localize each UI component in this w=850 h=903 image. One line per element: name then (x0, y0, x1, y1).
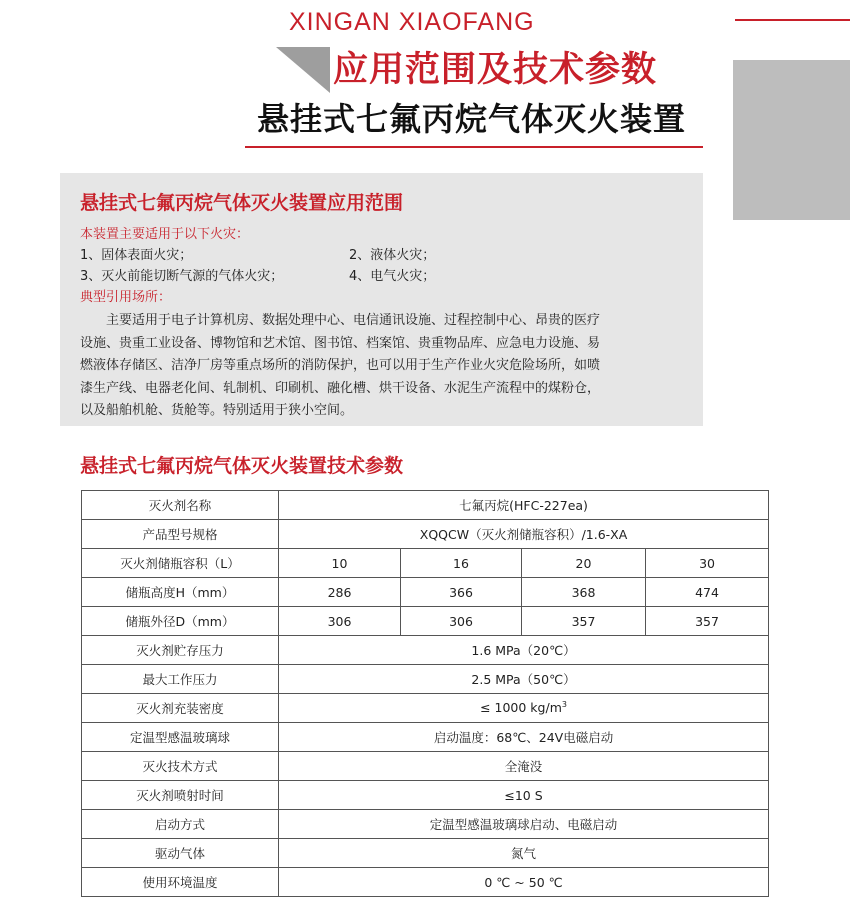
paragraph-line: 主要适用于电子计算机房、数据处理中心、电信通讯设施、过程控制中心、昂贵的医疗 (80, 313, 601, 328)
param-label: 最大工作压力 (82, 665, 279, 694)
param-label: 灭火剂储瓶容积（L） (82, 549, 279, 578)
top-red-line (735, 19, 850, 21)
param-value: 474 (646, 578, 769, 607)
scope-item: 2、液体火灾； (349, 248, 436, 263)
scope-item: 1、固体表面火灾； (80, 248, 193, 263)
param-label: 驱动气体 (82, 839, 279, 868)
param-value: 10 (279, 549, 401, 578)
param-value: 368 (522, 578, 646, 607)
tech-heading: 悬挂式七氟丙烷气体灭火装置技术参数 (80, 455, 404, 477)
param-label: 定温型感温玻璃球 (82, 723, 279, 752)
param-value: 2.5 MPa（50℃） (279, 665, 769, 694)
param-value: 七氟丙烷(HFC-227ea) (279, 491, 769, 520)
param-value: 306 (279, 607, 401, 636)
param-value: ≤ 1000 kg/m (480, 700, 562, 716)
table-row (82, 578, 769, 607)
table-row (82, 636, 769, 665)
table-row (82, 665, 769, 694)
param-value: 定温型感温玻璃球启动、电磁启动 (279, 810, 769, 839)
param-value: 286 (279, 578, 401, 607)
table-row (82, 810, 769, 839)
param-label: 储瓶高度H（mm） (82, 578, 279, 607)
table-row (82, 781, 769, 810)
unit-superscript: 3 (561, 700, 567, 710)
paragraph-line: 燃液体存储区、洁净厂房等重点场所的消防保护，也可以用于生产作业火灾危险场所，如喷 (80, 358, 601, 373)
table-row (82, 723, 769, 752)
param-label: 储瓶外径D（mm） (82, 607, 279, 636)
param-value: 357 (646, 607, 769, 636)
param-value: XQQCW（灭火剂储瓶容积）/1.6-XA (279, 520, 769, 549)
brand-text: XINGAN XIAOFANG (289, 8, 535, 36)
table-row (82, 520, 769, 549)
table-row (82, 549, 769, 578)
param-value: 16 (401, 549, 522, 578)
param-value: 366 (401, 578, 522, 607)
table-row (82, 694, 769, 723)
param-value: 30 (646, 549, 769, 578)
places-paragraph (80, 310, 690, 423)
param-label: 灭火剂名称 (82, 491, 279, 520)
param-value: 氮气 (279, 839, 769, 868)
table-row (82, 839, 769, 868)
table-row (82, 868, 769, 897)
paragraph-line: 设施、贵重工业设备、博物馆和艺术馆、图书馆、档案馆、贵重物品库、应急电力设施、易 (80, 335, 601, 351)
scope-item: 4、电气火灾； (349, 269, 436, 284)
places-label: 典型引用场所： (80, 290, 172, 305)
decorative-grey-block (733, 60, 850, 220)
table-row (82, 607, 769, 636)
scope-item: 3、灭火前能切断气源的气体火灾； (80, 269, 284, 284)
table-row (82, 752, 769, 781)
param-value: 全淹没 (279, 752, 769, 781)
param-value: 启动温度：68℃、24V电磁启动 (279, 723, 769, 752)
param-label: 灭火技术方式 (82, 752, 279, 781)
paragraph-line: 以及船舶机舱、货舱等。特别适用于狭小空间。 (80, 403, 354, 418)
param-value: 0 ℃ ~ 50 ℃ (279, 868, 769, 897)
param-label: 灭火剂充装密度 (82, 694, 279, 723)
page-subtitle: 悬挂式七氟丙烷气体灭火装置 (257, 100, 687, 138)
page-title: 应用范围及技术参数 (333, 50, 658, 90)
param-value-cell (279, 694, 769, 723)
paragraph-line: 漆生产线、电器老化间、轧制机、印刷机、融化槽、烘干设备、水泥生产流程中的煤粉仓， (80, 380, 601, 396)
param-value: 1.6 MPa（20℃） (279, 636, 769, 665)
scope-heading: 悬挂式七氟丙烷气体灭火装置应用范围 (80, 192, 404, 214)
param-label: 灭火剂喷射时间 (82, 781, 279, 810)
scope-intro: 本装置主要适用于以下火灾： (80, 227, 250, 242)
param-value: 20 (522, 549, 646, 578)
param-value: 306 (401, 607, 522, 636)
tech-params-table (81, 490, 769, 897)
param-label: 灭火剂贮存压力 (82, 636, 279, 665)
param-label: 使用环境温度 (82, 868, 279, 897)
title-underline (245, 146, 703, 148)
table-row (82, 491, 769, 520)
param-label: 启动方式 (82, 810, 279, 839)
decorative-triangle (276, 47, 330, 93)
param-value: 357 (522, 607, 646, 636)
param-label: 产品型号规格 (82, 520, 279, 549)
param-value: ≤10 S (279, 781, 769, 810)
